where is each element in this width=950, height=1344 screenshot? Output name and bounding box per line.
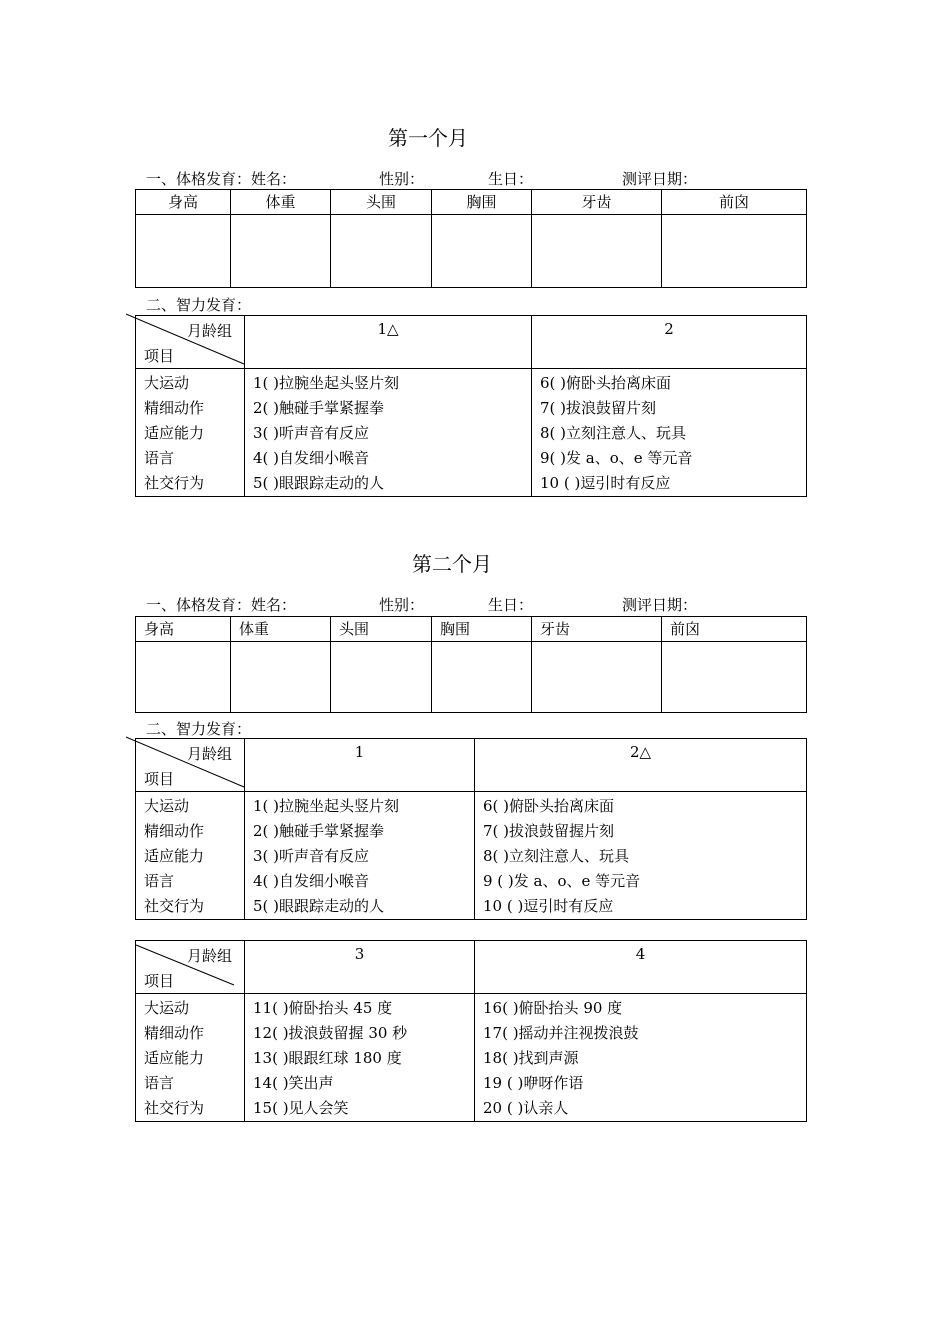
category-social: 社交行为 <box>144 474 205 492</box>
category-adaptive: 适应能力 <box>144 847 205 865</box>
fontanelle-cell[interactable] <box>662 215 807 288</box>
test-item[interactable]: 8( )立刻注意人、玩具 <box>540 424 687 442</box>
test-item[interactable]: 15( )见人会笑 <box>253 1099 349 1117</box>
header-head-circumference: 头围 <box>331 617 432 642</box>
header-teeth: 牙齿 <box>532 617 662 642</box>
test-item[interactable]: 7( )拔浪鼓留握片刻 <box>483 822 615 840</box>
test-item[interactable]: 16( )俯卧抬头 90 度 <box>483 999 623 1017</box>
month1-dev-table <box>135 315 807 497</box>
category-fine-motor: 精细动作 <box>144 399 205 417</box>
age-column-4: 4 <box>475 941 807 994</box>
items-column-4 <box>475 994 807 1122</box>
test-item[interactable]: 2( )触碰手掌紧握拳 <box>253 399 385 417</box>
header-fontanelle: 前囟 <box>662 617 807 642</box>
test-item[interactable]: 6( )俯卧头抬离床面 <box>540 374 672 392</box>
age-column-2: 2 <box>532 316 807 369</box>
test-item[interactable]: 3( )听声音有反应 <box>253 847 370 865</box>
month1-gender-label: 性别： <box>379 170 425 188</box>
chest-circumference-cell[interactable] <box>432 215 532 288</box>
category-gross-motor: 大运动 <box>144 999 190 1017</box>
month1-physical-label: 一、体格发育：姓名： <box>146 170 297 188</box>
test-item[interactable]: 18( )找到声源 <box>483 1049 579 1067</box>
fontanelle-cell[interactable] <box>662 642 807 713</box>
item-label: 项目 <box>144 770 175 788</box>
month2-birthday-label: 生日： <box>488 596 534 614</box>
category-list <box>136 792 245 920</box>
test-item[interactable]: 10 ( )逗引时有反应 <box>540 474 671 492</box>
test-item[interactable]: 14( )笑出声 <box>253 1074 334 1092</box>
teeth-cell[interactable] <box>532 642 662 713</box>
weight-cell[interactable] <box>231 642 331 713</box>
test-item[interactable]: 2( )触碰手掌紧握拳 <box>253 822 385 840</box>
test-item[interactable]: 12( )拔浪鼓留握 30 秒 <box>253 1024 408 1042</box>
weight-cell[interactable] <box>231 215 331 288</box>
header-height: 身高 <box>136 190 231 215</box>
item-label: 项目 <box>144 972 175 990</box>
age-column-1: 1△ <box>245 316 532 369</box>
corner-header <box>136 739 245 792</box>
chest-circumference-cell[interactable] <box>432 642 532 713</box>
header-teeth: 牙齿 <box>532 190 662 215</box>
items-column-1 <box>245 369 532 497</box>
category-gross-motor: 大运动 <box>144 374 190 392</box>
age-group-label: 月龄组 <box>186 322 232 340</box>
test-item[interactable]: 17( )摇动并注视拨浪鼓 <box>483 1024 639 1042</box>
category-list <box>136 369 245 497</box>
test-item[interactable]: 1( )拉腕坐起头竖片刻 <box>253 374 400 392</box>
items-column-2 <box>532 369 807 497</box>
test-item[interactable]: 5( )眼跟踪走动的人 <box>253 474 385 492</box>
header-chest-circumference: 胸围 <box>432 190 532 215</box>
month2-intellect-label: 二、智力发育： <box>146 720 252 738</box>
corner-header <box>136 316 245 369</box>
items-column-3 <box>245 994 475 1122</box>
header-chest-circumference: 胸围 <box>432 617 532 642</box>
test-item[interactable]: 7( )拔浪鼓留片刻 <box>540 399 657 417</box>
header-weight: 体重 <box>231 190 331 215</box>
test-item[interactable]: 13( )眼跟红球 180 度 <box>253 1049 402 1067</box>
test-item[interactable]: 9 ( )发 a、o、e 等元音 <box>483 872 641 890</box>
month2-gender-label: 性别： <box>379 596 425 614</box>
month2-physical-table <box>135 616 807 713</box>
age-column-3: 3 <box>245 941 475 994</box>
test-item[interactable]: 5( )眼跟踪走动的人 <box>253 897 385 915</box>
category-social: 社交行为 <box>144 897 205 915</box>
month1-physical-table <box>135 189 807 288</box>
items-column-1 <box>245 792 475 920</box>
corner-header <box>136 941 245 994</box>
test-item[interactable]: 20 ( )认亲人 <box>483 1099 569 1117</box>
category-fine-motor: 精细动作 <box>144 822 205 840</box>
age-group-label: 月龄组 <box>186 745 232 763</box>
test-item[interactable]: 4( )自发细小喉音 <box>253 449 370 467</box>
month1-eval-date-label: 测评日期： <box>622 170 698 188</box>
category-list <box>136 994 245 1122</box>
test-item[interactable]: 8( )立刻注意人、玩具 <box>483 847 630 865</box>
month2-title: 第二个月 <box>412 552 492 576</box>
test-item[interactable]: 11( )俯卧抬头 45 度 <box>253 999 393 1017</box>
month2-dev-table <box>135 738 807 920</box>
category-fine-motor: 精细动作 <box>144 1024 205 1042</box>
header-fontanelle: 前囟 <box>662 190 807 215</box>
teeth-cell[interactable] <box>532 215 662 288</box>
test-item[interactable]: 6( )俯卧头抬离床面 <box>483 797 615 815</box>
category-language: 语言 <box>144 872 175 890</box>
category-adaptive: 适应能力 <box>144 424 205 442</box>
month2-dev-table-2 <box>135 940 807 1122</box>
test-item[interactable]: 4( )自发细小喉音 <box>253 872 370 890</box>
category-language: 语言 <box>144 449 175 467</box>
category-adaptive: 适应能力 <box>144 1049 205 1067</box>
test-item[interactable]: 10 ( )逗引时有反应 <box>483 897 614 915</box>
month1-title: 第一个月 <box>388 126 468 150</box>
category-gross-motor: 大运动 <box>144 797 190 815</box>
head-circumference-cell[interactable] <box>331 642 432 713</box>
month1-intellect-label: 二、智力发育： <box>146 296 252 314</box>
items-column-2 <box>475 792 807 920</box>
header-height: 身高 <box>136 617 231 642</box>
head-circumference-cell[interactable] <box>331 215 432 288</box>
test-item[interactable]: 3( )听声音有反应 <box>253 424 370 442</box>
age-column-2: 2△ <box>475 739 807 792</box>
header-weight: 体重 <box>231 617 331 642</box>
test-item[interactable]: 19 ( )咿呀作语 <box>483 1074 584 1092</box>
category-social: 社交行为 <box>144 1099 205 1117</box>
item-label: 项目 <box>144 347 175 365</box>
month1-birthday-label: 生日： <box>488 170 534 188</box>
month2-physical-label: 一、体格发育：姓名： <box>146 596 297 614</box>
age-group-label: 月龄组 <box>186 947 232 965</box>
age-column-1: 1 <box>245 739 475 792</box>
header-head-circumference: 头围 <box>331 190 432 215</box>
height-cell[interactable] <box>136 215 231 288</box>
test-item[interactable]: 9( )发 a、o、e 等元音 <box>540 449 693 467</box>
month2-eval-date-label: 测评日期： <box>622 596 698 614</box>
test-item[interactable]: 1( )拉腕坐起头竖片刻 <box>253 797 400 815</box>
height-cell[interactable] <box>136 642 231 713</box>
category-language: 语言 <box>144 1074 175 1092</box>
